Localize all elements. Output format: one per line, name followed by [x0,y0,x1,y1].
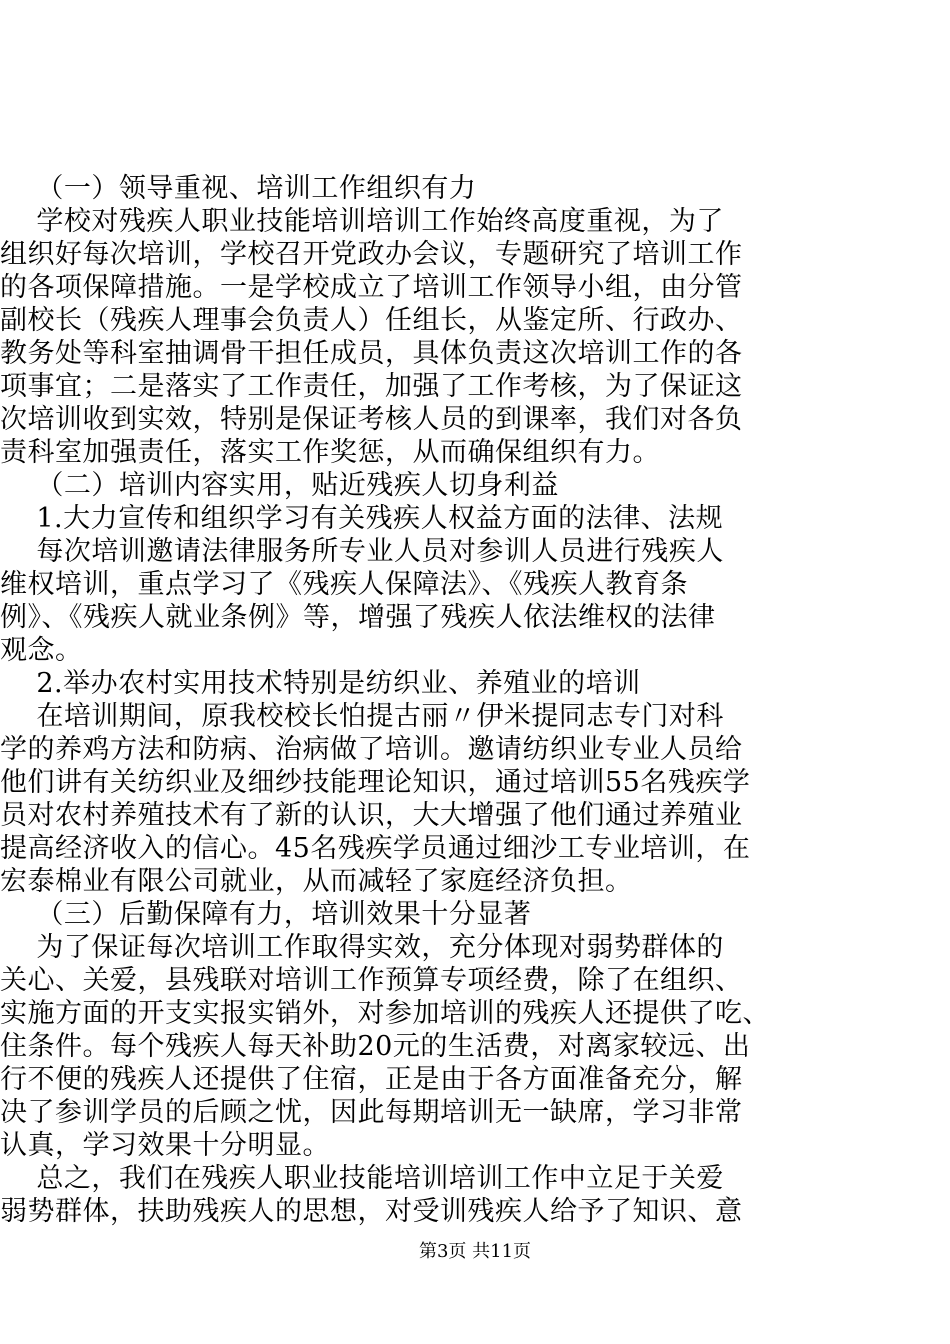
text-line: 实施方面的开支实报实销外，对参加培训的残疾人还提供了吃、 [0,998,770,1029]
text-line: 1.大力宣传和组织学习有关残疾人权益方面的法律、法规 [0,503,724,534]
text-line: 责科室加强责任，落实工作奖惩，从而确保组织有力。 [0,437,660,468]
text-line: 次培训收到实效，特别是保证考核人员的到课率，我们对各负 [0,404,743,435]
text-line: 的各项保障措施。一是学校成立了培训工作领导小组，由分管 [0,272,743,303]
text-line: 行不便的残疾人还提供了住宿，正是由于各方面准备充分，解 [0,1064,743,1095]
text-line: 弱势群体，扶助残疾人的思想，对受训残疾人给予了知识、意 [0,1196,743,1227]
text-line: 学的养鸡方法和防病、治病做了培训。邀请纺织业专业人员给 [0,734,743,765]
text-line: 副校长（残疾人理事会负责人）任组长，从鉴定所、行政办、 [0,305,743,336]
text-line: 维权培训，重点学习了《残疾人保障法》、《残疾人教育条 [0,569,688,600]
text-line: （三）后勤保障有力，培训效果十分显著 [0,899,532,930]
text-line: 项事宜；二是落实了工作责任，加强了工作考核，为了保证这 [0,371,743,402]
text-line: （一）领导重视、培训工作组织有力 [0,173,477,204]
text-line: 认真，学习效果十分明显。 [0,1130,330,1161]
text-line: 每次培训邀请法律服务所专业人员对参训人员进行残疾人 [0,536,724,567]
text-line: 宏泰棉业有限公司就业，从而减轻了家庭经济负担。 [0,866,633,897]
text-line: 提高经济收入的信心。45名残疾学员通过细沙工专业培训，在 [0,833,751,864]
text-line: 决了参训学员的后顾之忧，因此每期培训无一缺席，学习非常 [0,1097,743,1128]
text-line: 为了保证每次培训工作取得实效，充分体现对弱势群体的 [0,932,724,963]
text-line: 观念。 [0,635,83,666]
text-line: （二）培训内容实用，贴近残疾人切身利益 [0,470,559,501]
text-line: 关心、关爱，县残联对培训工作预算专项经费，除了在组织、 [0,965,743,996]
text-line: 学校对残疾人职业技能培训培训工作始终高度重视，为了 [0,206,724,237]
text-line: 组织好每次培训，学校召开党政办会议，专题研究了培训工作 [0,239,743,270]
text-line: 他们讲有关纺织业及细纱技能理论知识，通过培训55名残疾学 [0,767,751,798]
text-line: 总之，我们在残疾人职业技能培训培训工作中立足于关爱 [0,1163,724,1194]
page-number-footer: 第3页 共11页 [418,1241,532,1262]
text-line: 2.举办农村实用技术特别是纺织业、养殖业的培训 [0,668,641,699]
text-line: 例》、《残疾人就业条例》等，增强了残疾人依法维权的法律 [0,602,716,633]
text-line: 在培训期间，原我校校长怕提古丽〃伊米提同志专门对科 [0,701,724,732]
text-line: 住条件。每个残疾人每天补助20元的生活费，对离家较远、出 [0,1031,751,1062]
text-line: 教务处等科室抽调骨干担任成员，具体负责这次培训工作的各 [0,338,743,369]
text-line: 员对农村养殖技术有了新的认识，大大增强了他们通过养殖业 [0,800,743,831]
